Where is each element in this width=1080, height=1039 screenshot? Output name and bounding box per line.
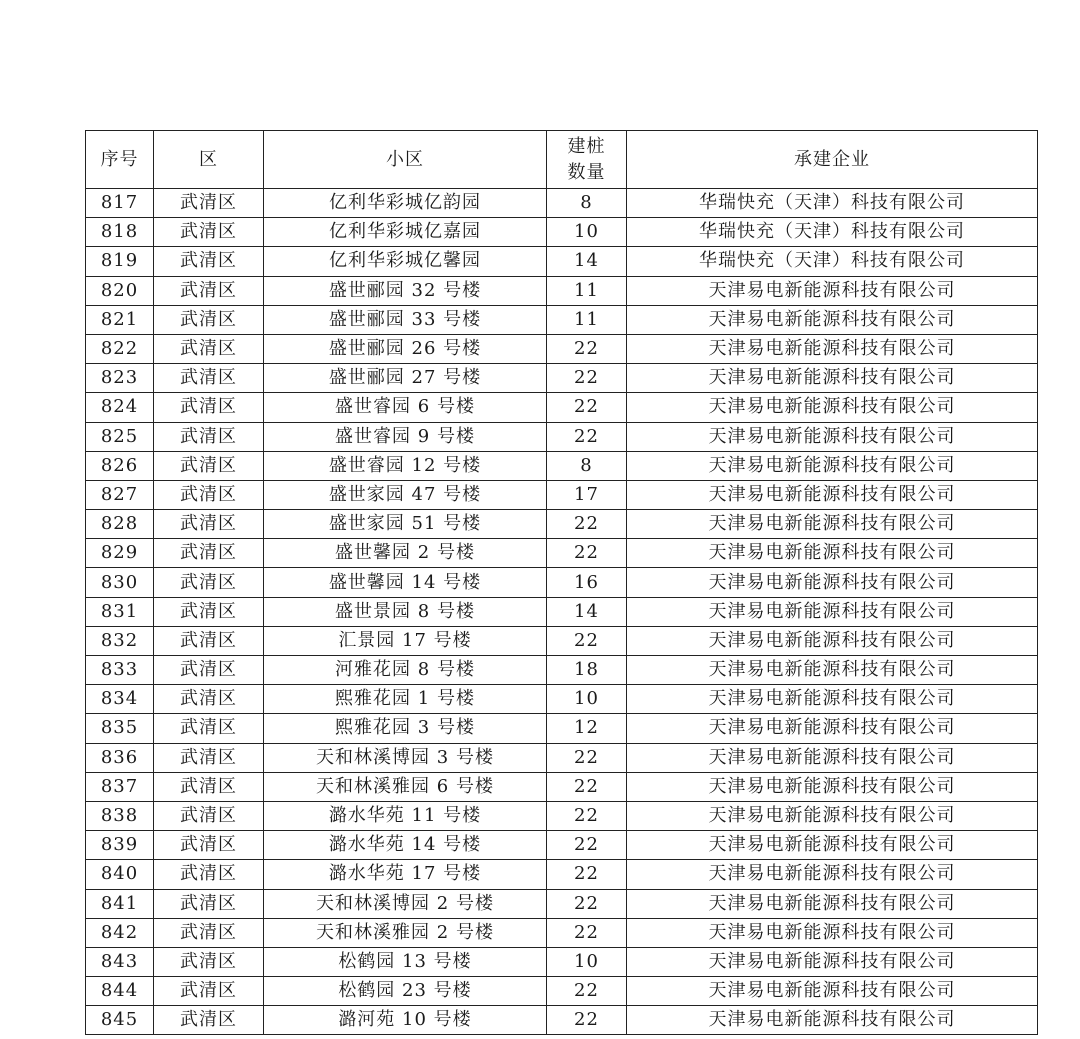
cell-serial-number: 845 bbox=[86, 1006, 154, 1035]
cell-pile-count: 22 bbox=[547, 889, 627, 918]
cell-district: 武清区 bbox=[154, 801, 264, 830]
cell-district: 武清区 bbox=[154, 364, 264, 393]
cell-district: 武清区 bbox=[154, 568, 264, 597]
cell-contractor: 天津易电新能源科技有限公司 bbox=[627, 626, 1038, 655]
cell-contractor: 天津易电新能源科技有限公司 bbox=[627, 860, 1038, 889]
cell-serial-number: 825 bbox=[86, 422, 154, 451]
cell-serial-number: 839 bbox=[86, 831, 154, 860]
cell-district: 武清区 bbox=[154, 247, 264, 276]
cell-district: 武清区 bbox=[154, 772, 264, 801]
cell-pile-count: 10 bbox=[547, 947, 627, 976]
cell-contractor: 天津易电新能源科技有限公司 bbox=[627, 977, 1038, 1006]
cell-serial-number: 824 bbox=[86, 393, 154, 422]
cell-pile-count: 22 bbox=[547, 801, 627, 830]
cell-serial-number: 818 bbox=[86, 218, 154, 247]
cell-pile-count: 22 bbox=[547, 831, 627, 860]
cell-community: 盛世郦园 32 号楼 bbox=[264, 276, 547, 305]
cell-district: 武清区 bbox=[154, 276, 264, 305]
cell-community: 汇景园 17 号楼 bbox=[264, 626, 547, 655]
cell-contractor: 天津易电新能源科技有限公司 bbox=[627, 1006, 1038, 1035]
cell-pile-count: 14 bbox=[547, 247, 627, 276]
cell-pile-count: 22 bbox=[547, 860, 627, 889]
table-row bbox=[86, 218, 1038, 247]
cell-pile-count: 22 bbox=[547, 364, 627, 393]
cell-pile-count: 16 bbox=[547, 568, 627, 597]
cell-pile-count: 10 bbox=[547, 218, 627, 247]
header-contractor: 承建企业 bbox=[627, 131, 1038, 189]
table-row bbox=[86, 247, 1038, 276]
cell-district: 武清区 bbox=[154, 656, 264, 685]
table-row bbox=[86, 714, 1038, 743]
cell-serial-number: 842 bbox=[86, 918, 154, 947]
header-pile-count-line2: 数量 bbox=[567, 161, 606, 183]
cell-district: 武清区 bbox=[154, 218, 264, 247]
table-row bbox=[86, 772, 1038, 801]
cell-pile-count: 22 bbox=[547, 977, 627, 1006]
cell-contractor: 华瑞快充（天津）科技有限公司 bbox=[627, 189, 1038, 218]
cell-community: 潞水华苑 17 号楼 bbox=[264, 860, 547, 889]
table-row bbox=[86, 685, 1038, 714]
header-pile-count-line1: 建桩 bbox=[567, 135, 606, 157]
table-row bbox=[86, 889, 1038, 918]
cell-community: 天和林溪雅园 6 号楼 bbox=[264, 772, 547, 801]
cell-serial-number: 830 bbox=[86, 568, 154, 597]
cell-serial-number: 828 bbox=[86, 510, 154, 539]
cell-pile-count: 22 bbox=[547, 510, 627, 539]
cell-community: 盛世家园 47 号楼 bbox=[264, 480, 547, 509]
cell-pile-count: 10 bbox=[547, 685, 627, 714]
table-row bbox=[86, 801, 1038, 830]
cell-district: 武清区 bbox=[154, 977, 264, 1006]
table-row bbox=[86, 831, 1038, 860]
table-header bbox=[86, 131, 1038, 189]
cell-pile-count: 22 bbox=[547, 334, 627, 363]
table-row bbox=[86, 393, 1038, 422]
cell-contractor: 天津易电新能源科技有限公司 bbox=[627, 918, 1038, 947]
cell-serial-number: 822 bbox=[86, 334, 154, 363]
header-district: 区 bbox=[154, 131, 264, 189]
cell-contractor: 天津易电新能源科技有限公司 bbox=[627, 831, 1038, 860]
cell-community: 亿利华彩城亿韵园 bbox=[264, 189, 547, 218]
cell-contractor: 天津易电新能源科技有限公司 bbox=[627, 276, 1038, 305]
table-row bbox=[86, 305, 1038, 334]
cell-serial-number: 837 bbox=[86, 772, 154, 801]
cell-district: 武清区 bbox=[154, 918, 264, 947]
cell-district: 武清区 bbox=[154, 947, 264, 976]
cell-contractor: 天津易电新能源科技有限公司 bbox=[627, 539, 1038, 568]
cell-community: 河雅花园 8 号楼 bbox=[264, 656, 547, 685]
cell-contractor: 天津易电新能源科技有限公司 bbox=[627, 656, 1038, 685]
cell-contractor: 天津易电新能源科技有限公司 bbox=[627, 510, 1038, 539]
table-row bbox=[86, 451, 1038, 480]
cell-serial-number: 826 bbox=[86, 451, 154, 480]
cell-contractor: 天津易电新能源科技有限公司 bbox=[627, 743, 1038, 772]
cell-pile-count: 8 bbox=[547, 451, 627, 480]
cell-serial-number: 833 bbox=[86, 656, 154, 685]
cell-contractor: 天津易电新能源科技有限公司 bbox=[627, 393, 1038, 422]
cell-contractor: 天津易电新能源科技有限公司 bbox=[627, 947, 1038, 976]
cell-community: 天和林溪博园 3 号楼 bbox=[264, 743, 547, 772]
cell-district: 武清区 bbox=[154, 510, 264, 539]
cell-district: 武清区 bbox=[154, 889, 264, 918]
table-body bbox=[86, 189, 1038, 1035]
cell-serial-number: 823 bbox=[86, 364, 154, 393]
cell-district: 武清区 bbox=[154, 189, 264, 218]
cell-serial-number: 831 bbox=[86, 597, 154, 626]
table-row bbox=[86, 918, 1038, 947]
cell-pile-count: 22 bbox=[547, 1006, 627, 1035]
table-row bbox=[86, 860, 1038, 889]
cell-serial-number: 836 bbox=[86, 743, 154, 772]
cell-pile-count: 8 bbox=[547, 189, 627, 218]
cell-community: 亿利华彩城亿馨园 bbox=[264, 247, 547, 276]
cell-district: 武清区 bbox=[154, 626, 264, 655]
cell-community: 亿利华彩城亿嘉园 bbox=[264, 218, 547, 247]
cell-pile-count: 11 bbox=[547, 305, 627, 334]
charging-pile-table bbox=[85, 130, 1038, 1035]
table-row bbox=[86, 480, 1038, 509]
cell-serial-number: 840 bbox=[86, 860, 154, 889]
cell-contractor: 天津易电新能源科技有限公司 bbox=[627, 714, 1038, 743]
table-row bbox=[86, 1006, 1038, 1035]
cell-district: 武清区 bbox=[154, 480, 264, 509]
table-row bbox=[86, 334, 1038, 363]
cell-serial-number: 844 bbox=[86, 977, 154, 1006]
cell-community: 天和林溪雅园 2 号楼 bbox=[264, 918, 547, 947]
cell-pile-count: 22 bbox=[547, 539, 627, 568]
cell-pile-count: 22 bbox=[547, 918, 627, 947]
cell-district: 武清区 bbox=[154, 831, 264, 860]
cell-district: 武清区 bbox=[154, 422, 264, 451]
cell-pile-count: 18 bbox=[547, 656, 627, 685]
cell-district: 武清区 bbox=[154, 539, 264, 568]
cell-contractor: 天津易电新能源科技有限公司 bbox=[627, 334, 1038, 363]
header-serial-number: 序号 bbox=[86, 131, 154, 189]
cell-district: 武清区 bbox=[154, 1006, 264, 1035]
table-row bbox=[86, 626, 1038, 655]
cell-contractor: 天津易电新能源科技有限公司 bbox=[627, 305, 1038, 334]
cell-community: 盛世郦园 33 号楼 bbox=[264, 305, 547, 334]
cell-community: 盛世家园 51 号楼 bbox=[264, 510, 547, 539]
cell-serial-number: 819 bbox=[86, 247, 154, 276]
cell-serial-number: 832 bbox=[86, 626, 154, 655]
cell-community: 松鹤园 13 号楼 bbox=[264, 947, 547, 976]
table-row bbox=[86, 364, 1038, 393]
table-row bbox=[86, 539, 1038, 568]
cell-serial-number: 835 bbox=[86, 714, 154, 743]
cell-serial-number: 843 bbox=[86, 947, 154, 976]
cell-contractor: 天津易电新能源科技有限公司 bbox=[627, 422, 1038, 451]
table-row bbox=[86, 743, 1038, 772]
cell-pile-count: 12 bbox=[547, 714, 627, 743]
cell-community: 天和林溪博园 2 号楼 bbox=[264, 889, 547, 918]
cell-district: 武清区 bbox=[154, 685, 264, 714]
cell-district: 武清区 bbox=[154, 860, 264, 889]
cell-community: 熙雅花园 3 号楼 bbox=[264, 714, 547, 743]
cell-community: 熙雅花园 1 号楼 bbox=[264, 685, 547, 714]
cell-contractor: 天津易电新能源科技有限公司 bbox=[627, 772, 1038, 801]
cell-community: 潞河苑 10 号楼 bbox=[264, 1006, 547, 1035]
table-row bbox=[86, 422, 1038, 451]
cell-pile-count: 17 bbox=[547, 480, 627, 509]
cell-district: 武清区 bbox=[154, 451, 264, 480]
cell-district: 武清区 bbox=[154, 597, 264, 626]
cell-serial-number: 821 bbox=[86, 305, 154, 334]
cell-pile-count: 22 bbox=[547, 422, 627, 451]
table-row bbox=[86, 568, 1038, 597]
cell-community: 盛世馨园 14 号楼 bbox=[264, 568, 547, 597]
cell-serial-number: 829 bbox=[86, 539, 154, 568]
cell-serial-number: 834 bbox=[86, 685, 154, 714]
cell-serial-number: 817 bbox=[86, 189, 154, 218]
cell-pile-count: 22 bbox=[547, 626, 627, 655]
cell-community: 盛世睿园 9 号楼 bbox=[264, 422, 547, 451]
cell-serial-number: 827 bbox=[86, 480, 154, 509]
table-row bbox=[86, 656, 1038, 685]
cell-community: 松鹤园 23 号楼 bbox=[264, 977, 547, 1006]
table-row bbox=[86, 597, 1038, 626]
cell-contractor: 天津易电新能源科技有限公司 bbox=[627, 568, 1038, 597]
cell-contractor: 华瑞快充（天津）科技有限公司 bbox=[627, 247, 1038, 276]
table-row bbox=[86, 276, 1038, 305]
cell-district: 武清区 bbox=[154, 393, 264, 422]
cell-community: 盛世睿园 12 号楼 bbox=[264, 451, 547, 480]
cell-contractor: 天津易电新能源科技有限公司 bbox=[627, 364, 1038, 393]
cell-contractor: 天津易电新能源科技有限公司 bbox=[627, 597, 1038, 626]
cell-serial-number: 838 bbox=[86, 801, 154, 830]
cell-community: 盛世郦园 27 号楼 bbox=[264, 364, 547, 393]
table-row bbox=[86, 189, 1038, 218]
cell-district: 武清区 bbox=[154, 305, 264, 334]
header-community: 小区 bbox=[264, 131, 547, 189]
cell-serial-number: 820 bbox=[86, 276, 154, 305]
cell-community: 盛世景园 8 号楼 bbox=[264, 597, 547, 626]
cell-community: 潞水华苑 14 号楼 bbox=[264, 831, 547, 860]
cell-district: 武清区 bbox=[154, 743, 264, 772]
table-row bbox=[86, 510, 1038, 539]
cell-pile-count: 22 bbox=[547, 772, 627, 801]
cell-pile-count: 22 bbox=[547, 393, 627, 422]
cell-community: 潞水华苑 11 号楼 bbox=[264, 801, 547, 830]
cell-contractor: 天津易电新能源科技有限公司 bbox=[627, 685, 1038, 714]
cell-contractor: 华瑞快充（天津）科技有限公司 bbox=[627, 218, 1038, 247]
cell-pile-count: 14 bbox=[547, 597, 627, 626]
cell-community: 盛世馨园 2 号楼 bbox=[264, 539, 547, 568]
header-pile-count bbox=[547, 131, 627, 189]
cell-community: 盛世睿园 6 号楼 bbox=[264, 393, 547, 422]
cell-district: 武清区 bbox=[154, 334, 264, 363]
cell-serial-number: 841 bbox=[86, 889, 154, 918]
cell-contractor: 天津易电新能源科技有限公司 bbox=[627, 801, 1038, 830]
cell-contractor: 天津易电新能源科技有限公司 bbox=[627, 480, 1038, 509]
cell-pile-count: 22 bbox=[547, 743, 627, 772]
header-row bbox=[86, 131, 1038, 189]
cell-contractor: 天津易电新能源科技有限公司 bbox=[627, 889, 1038, 918]
cell-community: 盛世郦园 26 号楼 bbox=[264, 334, 547, 363]
table-row bbox=[86, 977, 1038, 1006]
cell-district: 武清区 bbox=[154, 714, 264, 743]
cell-pile-count: 11 bbox=[547, 276, 627, 305]
cell-contractor: 天津易电新能源科技有限公司 bbox=[627, 451, 1038, 480]
table-row bbox=[86, 947, 1038, 976]
